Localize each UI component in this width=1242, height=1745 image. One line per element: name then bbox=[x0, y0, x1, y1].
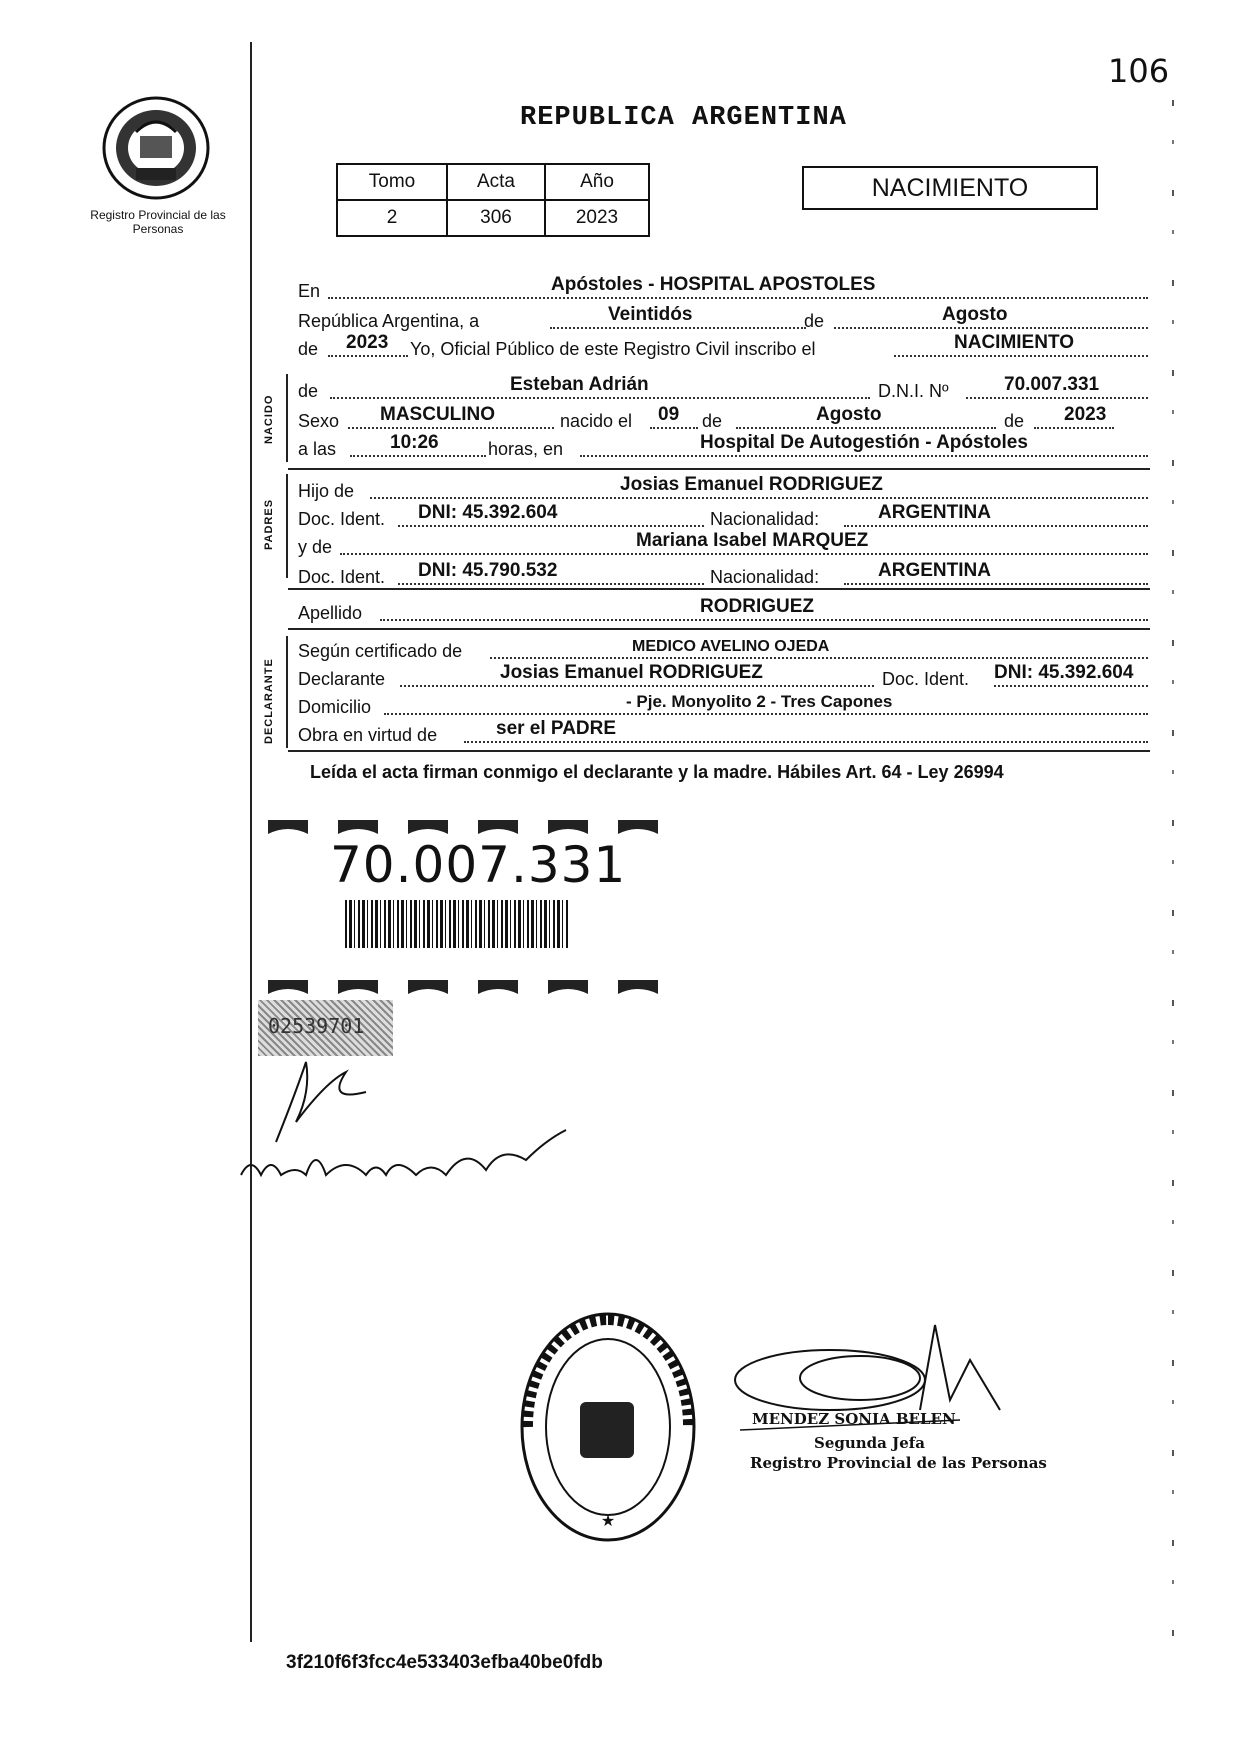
en-label: En bbox=[298, 281, 321, 301]
apellido-value: RODRIGUEZ bbox=[700, 596, 814, 617]
act-type-box: NACIMIENTO bbox=[802, 166, 1098, 210]
doc-label: Doc. Ident. bbox=[882, 669, 970, 689]
acta-header: Acta bbox=[447, 164, 545, 200]
mother-signature-icon bbox=[236, 1125, 606, 1210]
acta-value: 306 bbox=[447, 200, 545, 236]
alas-label: a las bbox=[298, 439, 337, 459]
apellido-label: Apellido bbox=[298, 603, 363, 623]
place-value: Apóstoles - HOSPITAL APOSTOLES bbox=[551, 274, 876, 295]
de-label-2: de bbox=[702, 411, 723, 431]
row-time bbox=[298, 434, 1148, 460]
document-hash: 3f210f6f3fcc4e533403efba40be0fdb bbox=[286, 1652, 603, 1673]
row-cert bbox=[298, 636, 1148, 662]
page-number: 106 bbox=[1108, 52, 1170, 90]
father-nationality: ARGENTINA bbox=[878, 502, 991, 523]
obra-label: Obra en virtud de bbox=[298, 725, 438, 745]
row-father bbox=[298, 476, 1148, 502]
row-domicilio bbox=[298, 692, 1148, 718]
ano-header: Año bbox=[545, 164, 649, 200]
mother-nationality: ARGENTINA bbox=[878, 560, 991, 581]
row-father-doc bbox=[298, 504, 1148, 530]
mother-doc: DNI: 45.790.532 bbox=[418, 560, 558, 581]
svg-text:★: ★ bbox=[600, 1513, 616, 1530]
father-name: Josias Emanuel RODRIGUEZ bbox=[620, 474, 883, 495]
doc-label: Doc. Ident. bbox=[298, 567, 386, 587]
row-apellido bbox=[298, 598, 1148, 624]
officer-role: Segunda Jefa bbox=[814, 1434, 925, 1452]
padres-label: PADRES bbox=[263, 498, 275, 550]
dni-label: D.N.I. Nº bbox=[878, 381, 949, 401]
de-label-3: de bbox=[1004, 411, 1025, 431]
act-type-value: NACIMIENTO bbox=[954, 332, 1074, 353]
tomo-header: Tomo bbox=[337, 164, 447, 200]
row-birth bbox=[298, 406, 1148, 432]
logo-caption: Registro Provincial de las Personas bbox=[90, 208, 226, 236]
document-title: REPUBLICA ARGENTINA bbox=[520, 103, 847, 133]
registry-table bbox=[336, 163, 650, 237]
decl-doc: DNI: 45.392.604 bbox=[994, 662, 1134, 683]
officer-org: Registro Provincial de las Personas bbox=[750, 1454, 1047, 1472]
nac-label: Nacionalidad: bbox=[710, 567, 820, 587]
birth-place: Hospital De Autogestión - Apóstoles bbox=[700, 432, 1028, 453]
officer-name: MENDEZ SONIA BELEN bbox=[752, 1410, 956, 1428]
day-words: Veintidós bbox=[608, 304, 693, 325]
yde-label: y de bbox=[298, 537, 333, 557]
left-margin-rule bbox=[250, 42, 252, 1642]
declarante-label: DECLARANTE bbox=[263, 658, 275, 744]
child-name: Esteban Adrián bbox=[510, 374, 649, 395]
decl-value: Josias Emanuel RODRIGUEZ bbox=[500, 662, 763, 683]
nacido-el-label: nacido el bbox=[560, 411, 633, 431]
decl-label: Declarante bbox=[298, 669, 386, 689]
row-date bbox=[298, 306, 1148, 332]
cert-value: MEDICO AVELINO OJEDA bbox=[632, 638, 830, 655]
barcode-icon bbox=[345, 900, 570, 948]
birth-month: Agosto bbox=[816, 404, 882, 425]
birth-year: 2023 bbox=[1064, 404, 1107, 425]
father-doc: DNI: 45.392.604 bbox=[418, 502, 558, 523]
obra-value: ser el PADRE bbox=[496, 718, 617, 739]
yo-text: Yo, Oficial Público de este Registro Civil inscribo el bbox=[410, 339, 816, 359]
de-label: de bbox=[298, 381, 319, 401]
mother-name: Mariana Isabel MARQUEZ bbox=[636, 530, 869, 551]
serial-number: 02539701 bbox=[268, 1014, 365, 1038]
row-mother bbox=[298, 532, 1148, 558]
right-margin-marks bbox=[1172, 100, 1174, 1640]
row-name bbox=[298, 376, 1148, 402]
birth-day: 09 bbox=[658, 404, 680, 425]
dom-value: - Pje. Monyolito 2 - Tres Capones bbox=[626, 692, 893, 711]
de-label: de bbox=[804, 311, 825, 331]
ano-value: 2023 bbox=[545, 200, 649, 236]
province-crest-icon bbox=[96, 92, 216, 200]
row-declarante bbox=[298, 664, 1148, 690]
month-value: Agosto bbox=[942, 304, 1008, 325]
doc-label: Doc. Ident. bbox=[298, 509, 386, 529]
tomo-value: 2 bbox=[337, 200, 447, 236]
year-value: 2023 bbox=[346, 332, 389, 353]
row-place bbox=[298, 276, 1148, 302]
cert-label: Según certificado de bbox=[298, 641, 463, 661]
dom-label: Domicilio bbox=[298, 697, 372, 717]
birth-time: 10:26 bbox=[390, 432, 439, 453]
horas-label: horas, en bbox=[488, 439, 564, 459]
barcode-number: 70.007.331 bbox=[330, 836, 627, 894]
row-mother-doc bbox=[298, 562, 1148, 588]
nacido-label: NACIDO bbox=[263, 394, 275, 444]
sexo-label: Sexo bbox=[298, 411, 340, 431]
hijo-label: Hijo de bbox=[298, 481, 355, 501]
closing-text: Leída el acta firman conmigo el declarante y la madre. Hábiles Art. 64 - Ley 26994 bbox=[310, 762, 1004, 782]
rep-label: República Argentina, a bbox=[298, 311, 480, 331]
nac-label: Nacionalidad: bbox=[710, 509, 820, 529]
child-dni: 70.007.331 bbox=[1004, 374, 1100, 395]
de2-label: de bbox=[298, 339, 319, 359]
serial-stamp bbox=[258, 1000, 393, 1056]
sexo-value: MASCULINO bbox=[380, 404, 496, 425]
row-year bbox=[298, 334, 1148, 360]
delegation-seal-icon bbox=[518, 1310, 698, 1545]
row-obra bbox=[298, 720, 1148, 746]
